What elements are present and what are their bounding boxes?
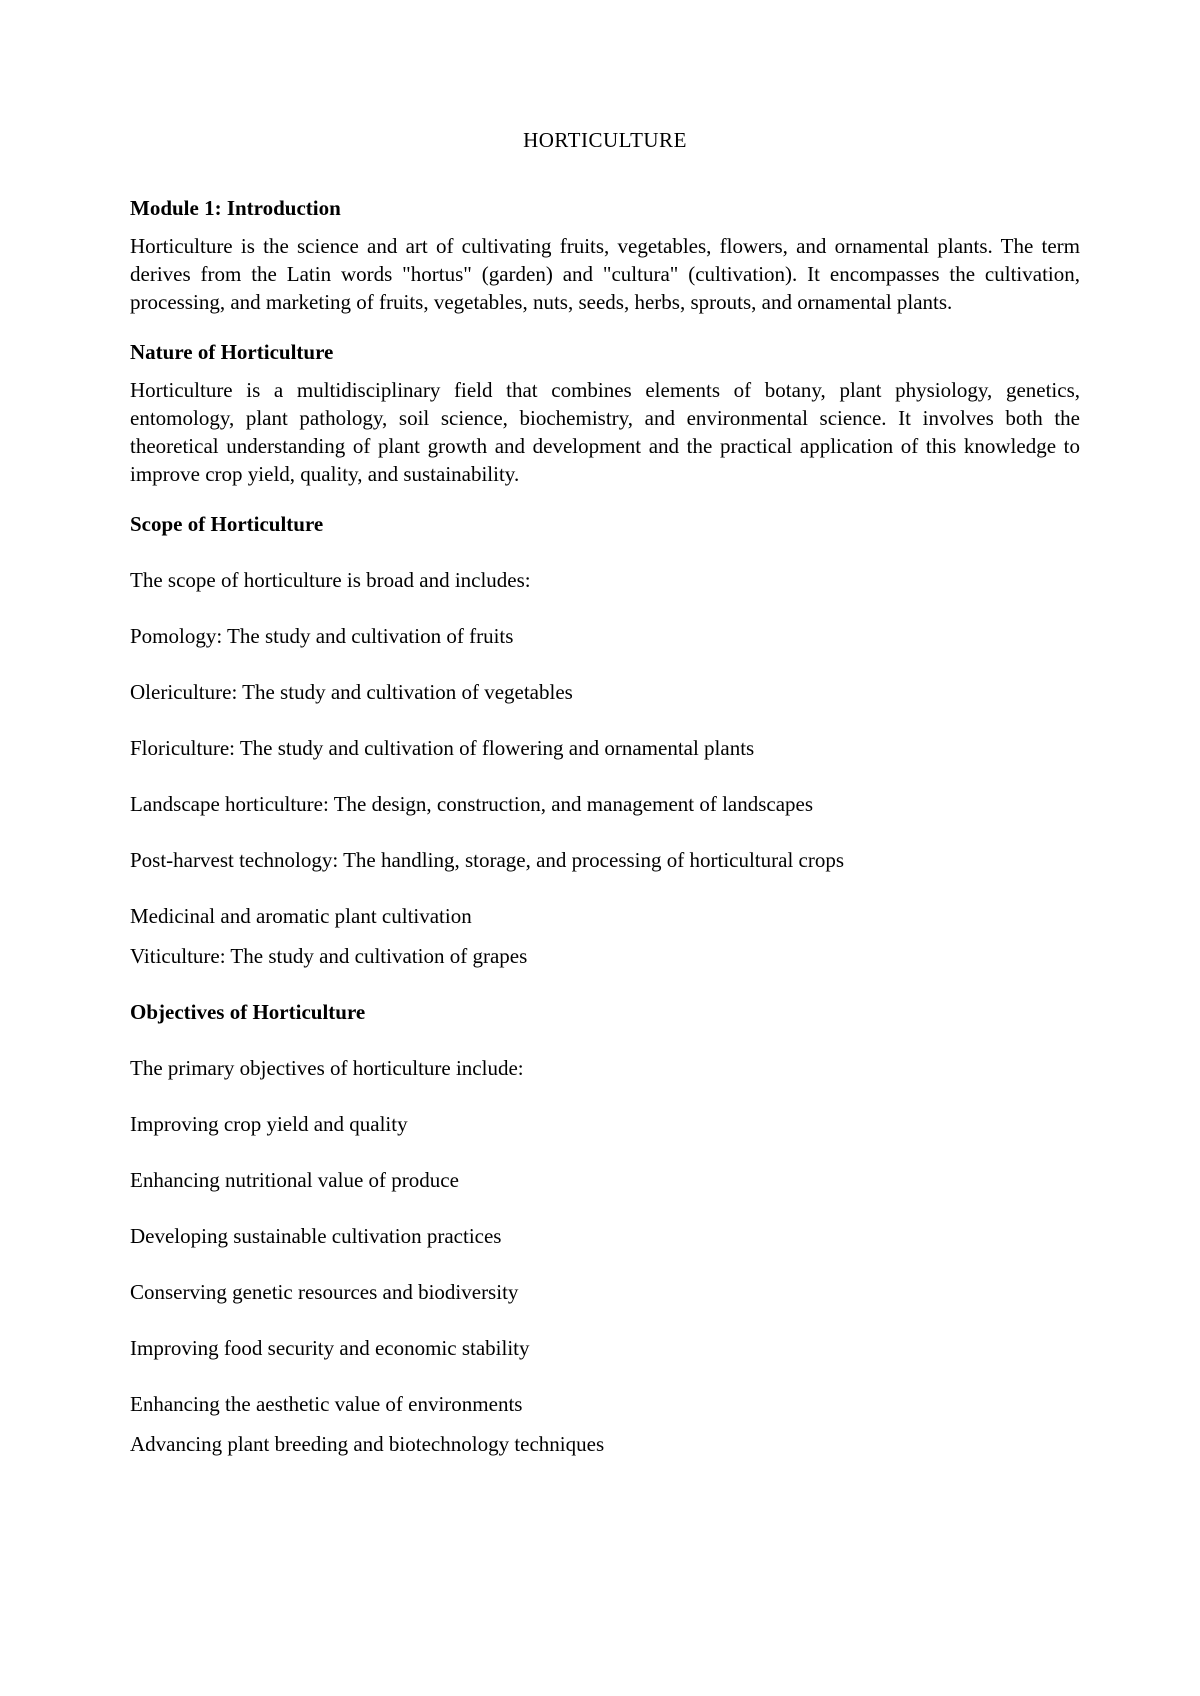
objective-item: Conserving genetic resources and biodiversity	[130, 1280, 519, 1304]
scope-item: Pomology: The study and cultivation of fruits	[130, 624, 514, 648]
scope-item: Viticulture: The study and cultivation of grapes	[130, 944, 528, 968]
nature-paragraph: Horticulture is a multidisciplinary field that combines elements of botany, plant physiology, genetics, entomology, plant pathology, soil science, biochemistry, and environmental science. It involves both the theoretical understanding of plant growth and development and the practical application of this knowledge to improve crop yield, quality, and sustainability.	[130, 378, 1080, 486]
objective-item: Advancing plant breeding and biotechnology techniques	[130, 1432, 605, 1456]
document-title: HORTICULTURE	[523, 128, 687, 152]
objective-item: Enhancing the aesthetic value of environments	[130, 1392, 523, 1416]
scope-item: Medicinal and aromatic plant cultivation	[130, 904, 472, 928]
objective-item: Improving food security and economic stability	[130, 1336, 530, 1360]
objectives-intro: The primary objectives of horticulture include:	[130, 1056, 524, 1080]
objective-item: Developing sustainable cultivation practices	[130, 1224, 502, 1248]
section-heading-nature: Nature of Horticulture	[130, 340, 334, 364]
document-page	[130, 126, 1080, 1486]
introduction-paragraph: Horticulture is the science and art of cultivating fruits, vegetables, flowers, and ornamental plants. The term derives from the Latin words "hortus" (garden) and "cultura" (cultivation). It encompasses the cultivation, processing, and marketing of fruits, vegetables, nuts, seeds, herbs, sprouts, and ornamental plants.	[130, 234, 1080, 314]
scope-item: Post-harvest technology: The handling, storage, and processing of horticultural crops	[130, 848, 845, 872]
scope-intro: The scope of horticulture is broad and includes:	[130, 568, 531, 592]
objective-item: Improving crop yield and quality	[130, 1112, 408, 1136]
section-heading-objectives: Objectives of Horticulture	[130, 1000, 366, 1024]
scope-item: Olericulture: The study and cultivation of vegetables	[130, 680, 573, 704]
scope-item: Floriculture: The study and cultivation of flowering and ornamental plants	[130, 736, 755, 760]
section-heading-introduction: Module 1: Introduction	[130, 196, 341, 220]
objective-item: Enhancing nutritional value of produce	[130, 1168, 459, 1192]
section-heading-scope: Scope of Horticulture	[130, 512, 324, 536]
scope-item: Landscape horticulture: The design, construction, and management of landscapes	[130, 792, 814, 816]
